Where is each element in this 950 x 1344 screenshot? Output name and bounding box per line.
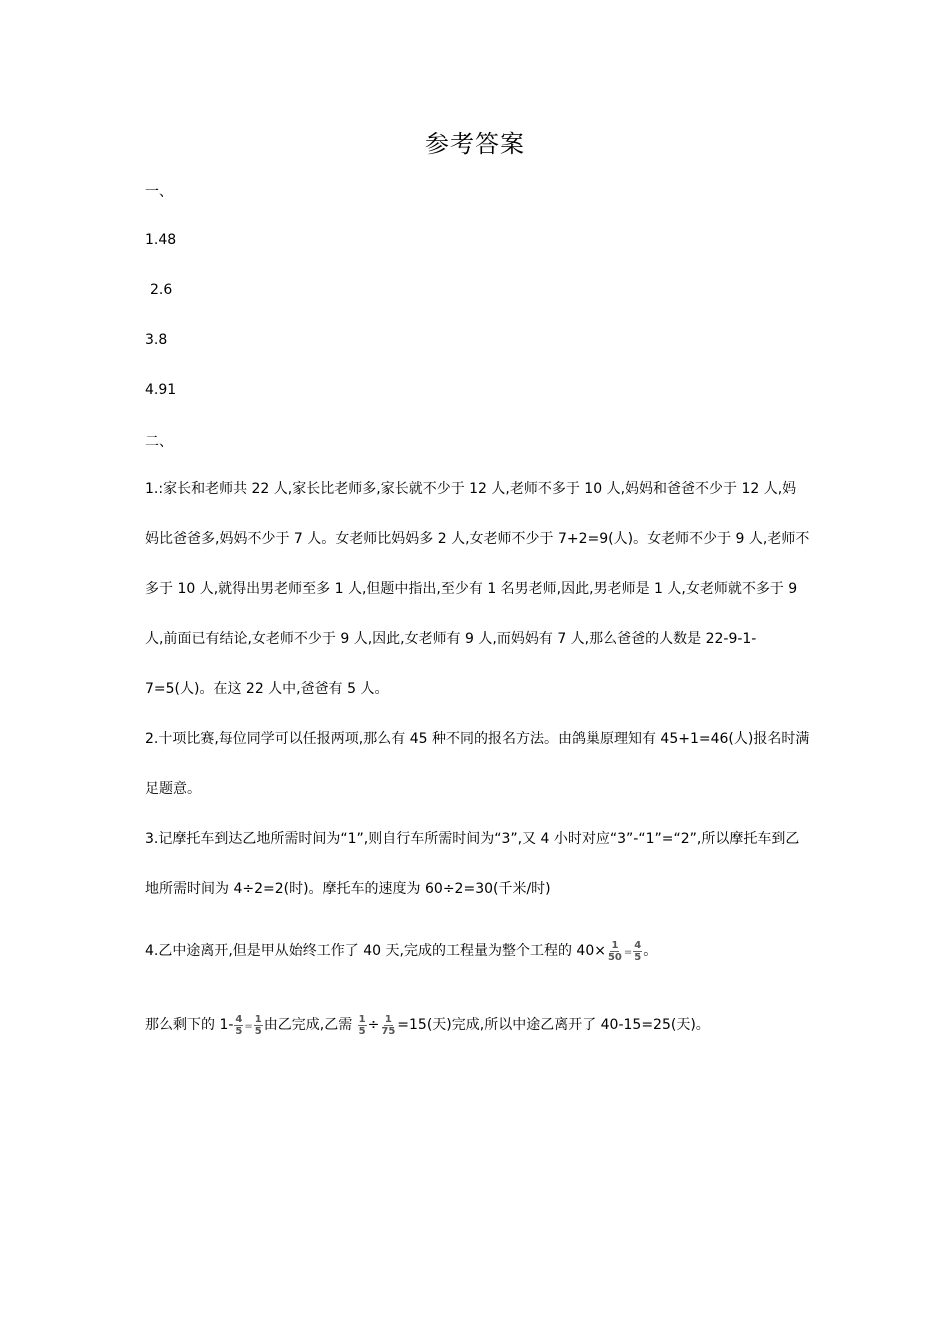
solution-4-text: 4.乙中途离开,但是甲从始终工作了 40 天,完成的工程量为整个工程的 40× <box>145 943 606 959</box>
fraction: $\frac{1}{5}$ <box>358 1013 366 1037</box>
page-title: 参考答案 <box>425 130 525 158</box>
fraction: $\frac{1}{50}$ <box>607 939 622 963</box>
solution-4-continued: 那么剩下的 1- $\frac{4}{5}$ = $\frac{1}{5}$ 由乙完成,乙需 $\frac{1}{5}$ ÷ $\frac{1}{75}$ =15(天)完成,所以中途乙离开了 40-15=25(天)。 <box>145 1013 710 1037</box>
answer-2: 2.6 <box>150 282 173 298</box>
solution-1: 1.:家长和老师共 22 人,家长比老师多,家长就不少于 12 人,老师不多于 10 人,妈妈和爸爸不少于 12 人,妈妈比爸爸多,妈妈不少于 7 人。女老师比妈妈多 2 人,女老师不少于 7+2=9(人)。女老师不少于 9 人,老师不多于 10 人,就得出男老师至多 1 人,但题中指出,至少有 1 名男老师,因此,男老师是 1 人,女老师就不多于 9 人,前面已有结论,女老师不少于 9 人,因此,女老师有 9 人,而妈妈有 7 人,那么爸爸的人数是 22-9-1-7=5(人)。在这 22 人中,爸爸有 5 人。 <box>145 481 810 697</box>
solution-2: 2.十项比赛,每位同学可以任报两项,那么有 45 种不同的报名方法。由鸽巢原理知有 45+1=46(人)报名时满足题意。 <box>145 731 810 797</box>
section-2-heading: 二、 <box>145 434 173 450</box>
fraction: $\frac{1}{5}$ <box>254 1013 262 1037</box>
fraction: $\frac{4}{5}$ <box>235 1013 243 1037</box>
section-1-heading: 一、 <box>145 184 173 200</box>
fraction: $\frac{1}{75}$ <box>381 1013 396 1037</box>
fraction: $\frac{4}{5}$ <box>634 939 642 963</box>
answer-1: 1.48 <box>145 232 177 248</box>
answer-4: 4.91 <box>145 382 177 398</box>
solution-4: 4.乙中途离开,但是甲从始终工作了 40 天,完成的工程量为整个工程的 40× $\frac{1}{50}$ = $\frac{4}{5}$ 。 <box>145 939 658 963</box>
solution-3: 3.记摩托车到达乙地所需时间为“1”,则自行车所需时间为“3”,又 4 小时对应“3”-“1”=“2”,所以摩托车到乙地所需时间为 4÷2=2(时)。摩托车的速度为 60÷2=30(千米/时) <box>145 831 800 897</box>
answer-3: 3.8 <box>145 332 168 348</box>
